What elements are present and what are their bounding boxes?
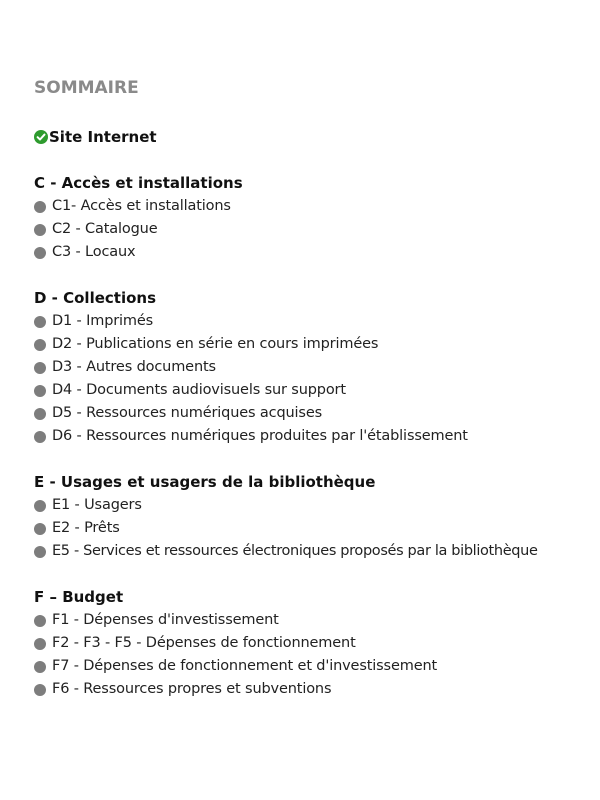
list-item[interactable]: [34, 678, 594, 701]
list-item[interactable]: [34, 425, 594, 448]
list-item[interactable]: [34, 310, 594, 333]
summary-title: SOMMAIRE: [34, 78, 139, 98]
gray-circle-icon: [34, 224, 46, 236]
item-label: E2 - Prêts: [52, 520, 120, 536]
site-internet-label: Site Internet: [49, 128, 157, 146]
gray-circle-icon: [34, 684, 46, 696]
gray-circle-icon: [34, 661, 46, 673]
section-title: D - Collections: [34, 289, 157, 307]
gray-circle-icon: [34, 362, 46, 374]
list-item[interactable]: [34, 379, 594, 402]
item-label: E1 - Usagers: [52, 497, 142, 513]
item-label: C1- Accès et installations: [52, 198, 231, 214]
section-title: F – Budget: [34, 588, 124, 606]
item-label: D6 - Ressources numériques produites par l'établissement: [52, 428, 468, 444]
gray-circle-icon: [34, 615, 46, 627]
list-item[interactable]: [34, 494, 594, 517]
item-label: F1 - Dépenses d'investissement: [52, 612, 279, 628]
gray-circle-icon: [34, 247, 46, 259]
list-item[interactable]: [34, 402, 594, 425]
gray-circle-icon: [34, 500, 46, 512]
gray-circle-icon: [34, 339, 46, 351]
item-label: E5 - Services et ressources électroniques proposés par la bibliothèque: [52, 543, 538, 559]
item-label: C3 - Locaux: [52, 244, 136, 260]
list-item[interactable]: [34, 195, 594, 218]
list-item[interactable]: [34, 517, 594, 540]
gray-circle-icon: [34, 408, 46, 420]
section-title: C - Accès et installations: [34, 174, 243, 192]
list-item[interactable]: [34, 655, 594, 678]
gray-circle-icon: [34, 385, 46, 397]
item-label: F6 - Ressources propres et subventions: [52, 681, 332, 697]
list-item[interactable]: [34, 632, 594, 655]
item-label: D5 - Ressources numériques acquises: [52, 405, 323, 421]
item-label: D3 - Autres documents: [52, 359, 216, 375]
list-item[interactable]: [34, 333, 594, 356]
list-item[interactable]: [34, 241, 594, 264]
section-d: [34, 287, 594, 448]
check-circle-icon: [34, 130, 48, 144]
list-item[interactable]: [34, 356, 594, 379]
gray-circle-icon: [34, 201, 46, 213]
gray-circle-icon: [34, 316, 46, 328]
section-e: [34, 471, 594, 563]
item-label: D1 - Imprimés: [52, 313, 154, 329]
list-item[interactable]: [34, 218, 594, 241]
site-internet-link[interactable]: [34, 127, 157, 147]
list-item[interactable]: [34, 609, 594, 632]
section-c: [34, 172, 594, 264]
section-f: [34, 586, 594, 701]
gray-circle-icon: [34, 546, 46, 558]
item-label: D2 - Publications en série en cours imprimées: [52, 336, 379, 352]
section-title: E - Usages et usagers de la bibliothèque: [34, 473, 376, 491]
list-item[interactable]: [34, 540, 594, 563]
gray-circle-icon: [34, 523, 46, 535]
item-label: C2 - Catalogue: [52, 221, 158, 237]
item-label: F2 - F3 - F5 - Dépenses de fonctionnement: [52, 635, 356, 651]
gray-circle-icon: [34, 638, 46, 650]
item-label: F7 - Dépenses de fonctionnement et d'investissement: [52, 658, 438, 674]
item-label: D4 - Documents audiovisuels sur support: [52, 382, 346, 398]
gray-circle-icon: [34, 431, 46, 443]
